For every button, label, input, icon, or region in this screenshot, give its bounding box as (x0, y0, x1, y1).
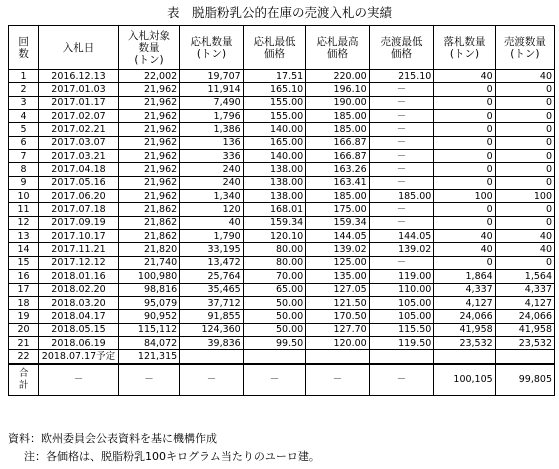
cell-sell-min: － (369, 110, 434, 123)
total-sold: 99,805 (495, 364, 554, 396)
cell-date: 2018.01.16 (39, 270, 119, 283)
cell-sell-min: 105.00 (369, 310, 434, 323)
cell-number: 17 (9, 283, 39, 296)
cell-target: 21,862 (118, 216, 179, 229)
cell-date: 2016.12.13 (39, 70, 119, 83)
cell-bid: 11,914 (180, 83, 244, 96)
cell-sell-min: 115.50 (369, 323, 434, 336)
col-header-sold-b: (トン) (510, 47, 540, 60)
cell-win: 0 (434, 83, 495, 96)
cell-number: 21 (9, 336, 39, 349)
cell-target: 21,740 (118, 256, 179, 269)
cell-sell-min: 144.05 (369, 230, 434, 243)
cell-target: 98,816 (118, 283, 179, 296)
cell-target: 84,072 (118, 336, 179, 349)
cell-bid: 35,465 (180, 283, 244, 296)
cell-target: 21,962 (118, 83, 179, 96)
cell-sold: 0 (495, 110, 554, 123)
cell-sell-min: － (369, 150, 434, 163)
cell-bid: 7,490 (180, 96, 244, 109)
cell-target: 121,315 (118, 350, 179, 364)
cell-win: 0 (434, 176, 495, 189)
table-row (9, 96, 555, 109)
col-header-bid-b: (トン) (196, 47, 227, 60)
cell-win: 0 (434, 110, 495, 123)
cell-sold: 4,127 (495, 296, 554, 309)
cell-win: 40 (434, 70, 495, 83)
cell-win: 0 (434, 150, 495, 163)
cell-bid: 13,472 (180, 256, 244, 269)
total-row (9, 364, 555, 396)
total-label-a: 合 (18, 367, 29, 379)
cell-bid: 124,360 (180, 323, 244, 336)
cell-max: 220.00 (306, 70, 370, 83)
cell-number: 13 (9, 230, 39, 243)
total-min: － (243, 364, 305, 396)
col-header-target-a: 入札対象 (128, 29, 171, 42)
cell-min: 65.00 (243, 283, 305, 296)
table-row (9, 336, 555, 349)
cell-sold: 0 (495, 176, 554, 189)
cell-target: 21,962 (118, 190, 179, 203)
cell-bid: 240 (180, 176, 244, 189)
cell-date: 2017.06.20 (39, 190, 119, 203)
cell-max: 166.87 (306, 150, 370, 163)
table-row (9, 123, 555, 136)
cell-date: 2018.06.19 (39, 336, 119, 349)
cell-date: 2018.07.17予定 (39, 350, 119, 364)
table-title: 表 脱脂粉乳公的在庫の売渡入札の実績 (166, 5, 392, 20)
cell-number: 1 (9, 70, 39, 83)
cell-number: 22 (9, 350, 39, 364)
cell-target: 90,952 (118, 310, 179, 323)
cell-min: 138.00 (243, 163, 305, 176)
col-header-sell-min (369, 26, 434, 70)
col-header-min (243, 26, 305, 70)
cell-bid: 1,790 (180, 230, 244, 243)
cell-sold: 1,564 (495, 270, 554, 283)
cell-target: 95,079 (118, 296, 179, 309)
col-header-win (434, 26, 495, 70)
cell-target: 21,962 (118, 176, 179, 189)
cell-max: 135.00 (306, 270, 370, 283)
col-header-bid-a: 応札数量 (190, 35, 233, 48)
cell-number: 3 (9, 96, 39, 109)
cell-max: 121.50 (306, 296, 370, 309)
cell-date: 2017.09.19 (39, 216, 119, 229)
cell-bid: 40 (180, 216, 244, 229)
cell-min: 50.00 (243, 323, 305, 336)
col-header-sell-b: 価格 (391, 47, 413, 60)
col-header-target (118, 26, 179, 70)
cell-sell-min: 119.00 (369, 270, 434, 283)
cell-number: 18 (9, 296, 39, 309)
col-header-min-a: 応札最低 (253, 35, 296, 48)
cell-max: 185.00 (306, 190, 370, 203)
col-header-number (9, 26, 39, 70)
cell-win: 0 (434, 163, 495, 176)
cell-target: 21,962 (118, 96, 179, 109)
cell-bid: 1,796 (180, 110, 244, 123)
cell-sell-min: 139.02 (369, 243, 434, 256)
cell-max: 185.00 (306, 110, 370, 123)
cell-min: 138.00 (243, 176, 305, 189)
cell-sold: 24,066 (495, 310, 554, 323)
cell-win: 40 (434, 243, 495, 256)
cell-bid: 1,386 (180, 123, 244, 136)
cell-max: 170.50 (306, 310, 370, 323)
cell-min: 140.00 (243, 150, 305, 163)
cell-bid: 336 (180, 150, 244, 163)
cell-win: 41,958 (434, 323, 495, 336)
col-header-sell-a: 売渡最低 (380, 35, 423, 48)
cell-max: 196.10 (306, 83, 370, 96)
table-row (9, 310, 555, 323)
table-row (9, 150, 555, 163)
cell-date: 2018.04.17 (39, 310, 119, 323)
cell-bid: 33,195 (180, 243, 244, 256)
cell-sold: 0 (495, 83, 554, 96)
cell-date: 2017.02.07 (39, 110, 119, 123)
cell-date: 2017.02.21 (39, 123, 119, 136)
cell-min: 140.00 (243, 123, 305, 136)
cell-date: 2017.03.07 (39, 136, 119, 149)
cell-win: 40 (434, 230, 495, 243)
cell-sold: 0 (495, 96, 554, 109)
cell-win: 0 (434, 136, 495, 149)
cell-number: 11 (9, 203, 39, 216)
table-row (9, 296, 555, 309)
cell-win: 0 (434, 123, 495, 136)
cell-sell-min: 185.00 (369, 190, 434, 203)
cell-min: 159.34 (243, 216, 305, 229)
table-row (9, 83, 555, 96)
cell-max: 159.34 (306, 216, 370, 229)
cell-win: 0 (434, 203, 495, 216)
cell-date: 2017.01.03 (39, 83, 119, 96)
cell-max: 190.00 (306, 96, 370, 109)
col-header-min-b: 価格 (263, 47, 285, 60)
cell-sell-min: 105.00 (369, 296, 434, 309)
cell-sell-min: － (369, 256, 434, 269)
price-note: 注：各価格は、脱脂粉乳100キログラム当たりのユーロ建。 (24, 450, 320, 463)
cell-number: 14 (9, 243, 39, 256)
cell-number: 20 (9, 323, 39, 336)
cell-sold: 0 (495, 136, 554, 149)
cell-bid: 240 (180, 163, 244, 176)
cell-number: 10 (9, 190, 39, 203)
cell-target: 21,962 (118, 110, 179, 123)
cell-sold: 0 (495, 216, 554, 229)
cell-bid: 37,712 (180, 296, 244, 309)
cell-min: 99.50 (243, 336, 305, 349)
cell-date: 2017.03.21 (39, 150, 119, 163)
cell-date: 2017.10.17 (39, 230, 119, 243)
total-bid: － (180, 364, 244, 396)
cell-sold: 23,532 (495, 336, 554, 349)
cell-target: 21,962 (118, 150, 179, 163)
table-row (9, 216, 555, 229)
cell-sold: 0 (495, 256, 554, 269)
cell-sell-min: － (369, 216, 434, 229)
cell-min: 50.00 (243, 296, 305, 309)
header-row (9, 26, 555, 70)
cell-target: 21,962 (118, 163, 179, 176)
total-label (9, 364, 39, 396)
cell-max: 185.00 (306, 123, 370, 136)
cell-number: 8 (9, 163, 39, 176)
cell-sold: 100 (495, 190, 554, 203)
cell-min: 155.00 (243, 96, 305, 109)
cell-sold: 40 (495, 243, 554, 256)
cell-max: 144.05 (306, 230, 370, 243)
col-header-max (306, 26, 370, 70)
cell-bid: 39,836 (180, 336, 244, 349)
cell-sold: 0 (495, 150, 554, 163)
cell-bid (180, 350, 244, 364)
cell-max: 163.41 (306, 176, 370, 189)
cell-date: 2018.05.15 (39, 323, 119, 336)
cell-sold: 40 (495, 70, 554, 83)
cell-target: 100,980 (118, 270, 179, 283)
cell-sold: 0 (495, 163, 554, 176)
cell-sell-min: 215.10 (369, 70, 434, 83)
cell-min: 17.51 (243, 70, 305, 83)
cell-number: 19 (9, 310, 39, 323)
cell-target: 21,962 (118, 123, 179, 136)
cell-target: 21,820 (118, 243, 179, 256)
table-row (9, 323, 555, 336)
cell-bid: 25,764 (180, 270, 244, 283)
col-header-win-b: (トン) (449, 47, 480, 60)
cell-min: 165.00 (243, 136, 305, 149)
table-row (9, 230, 555, 243)
cell-sell-min: － (369, 123, 434, 136)
total-date: － (39, 364, 119, 396)
cell-win: 1,864 (434, 270, 495, 283)
table-row (9, 110, 555, 123)
cell-max: 125.00 (306, 256, 370, 269)
cell-min: 138.00 (243, 190, 305, 203)
cell-date: 2017.01.17 (39, 96, 119, 109)
cell-sell-min: － (369, 136, 434, 149)
cell-min: 80.00 (243, 243, 305, 256)
cell-number: 9 (9, 176, 39, 189)
total-label-b: 計 (18, 379, 29, 391)
cell-max (306, 350, 370, 364)
cell-max: 127.05 (306, 283, 370, 296)
col-header-number-b: 数 (18, 47, 29, 60)
total-sell: － (369, 364, 434, 396)
cell-date: 2017.07.18 (39, 203, 119, 216)
auction-results-table (8, 25, 555, 396)
cell-max: 175.00 (306, 203, 370, 216)
cell-max: 127.70 (306, 323, 370, 336)
table-row (9, 190, 555, 203)
cell-number: 6 (9, 136, 39, 149)
cell-sold: 0 (495, 123, 554, 136)
total-max: － (306, 364, 370, 396)
cell-max: 139.02 (306, 243, 370, 256)
cell-win: 4,337 (434, 283, 495, 296)
cell-sold: 4,337 (495, 283, 554, 296)
cell-sold: 0 (495, 203, 554, 216)
table-body (9, 70, 555, 396)
col-header-sold-a: 売渡数量 (503, 35, 546, 48)
col-header-number-a: 回 (18, 35, 29, 48)
cell-sell-min: － (369, 96, 434, 109)
cell-win: 0 (434, 216, 495, 229)
cell-win: 0 (434, 96, 495, 109)
table-row (9, 350, 555, 364)
cell-win (434, 350, 495, 364)
cell-target: 21,862 (118, 203, 179, 216)
cell-number: 15 (9, 256, 39, 269)
total-win: 100,105 (434, 364, 495, 396)
cell-number: 4 (9, 110, 39, 123)
table-row (9, 70, 555, 83)
table-row (9, 283, 555, 296)
cell-win: 24,066 (434, 310, 495, 323)
cell-min: 80.00 (243, 256, 305, 269)
source-note: 資料：欧州委員会公表資料を基に機構作成 (8, 432, 217, 445)
cell-min: 50.00 (243, 310, 305, 323)
cell-sold: 40 (495, 230, 554, 243)
cell-win: 4,127 (434, 296, 495, 309)
cell-min: 70.00 (243, 270, 305, 283)
cell-bid: 19,707 (180, 70, 244, 83)
cell-sell-min: － (369, 163, 434, 176)
cell-date: 2017.04.18 (39, 163, 119, 176)
cell-target: 115,112 (118, 323, 179, 336)
cell-sold: 41,958 (495, 323, 554, 336)
cell-sell-min: 119.50 (369, 336, 434, 349)
table-row (9, 176, 555, 189)
cell-date: 2017.12.12 (39, 256, 119, 269)
cell-min: 165.10 (243, 83, 305, 96)
cell-bid: 136 (180, 136, 244, 149)
total-target: － (118, 364, 179, 396)
table-row (9, 136, 555, 149)
cell-sell-min: － (369, 83, 434, 96)
table-row (9, 203, 555, 216)
col-header-max-a: 応札最高 (316, 35, 359, 48)
cell-target: 21,862 (118, 230, 179, 243)
cell-date: 2017.11.21 (39, 243, 119, 256)
cell-sell-min (369, 350, 434, 364)
cell-max: 166.87 (306, 136, 370, 149)
cell-min: 155.00 (243, 110, 305, 123)
cell-number: 5 (9, 123, 39, 136)
cell-sell-min: － (369, 203, 434, 216)
cell-sell-min: － (369, 176, 434, 189)
cell-number: 2 (9, 83, 39, 96)
cell-bid: 1,340 (180, 190, 244, 203)
table-row (9, 256, 555, 269)
cell-number: 7 (9, 150, 39, 163)
table-row (9, 163, 555, 176)
cell-date: 2017.05.16 (39, 176, 119, 189)
cell-target: 22,002 (118, 70, 179, 83)
cell-number: 12 (9, 216, 39, 229)
cell-min: 168.01 (243, 203, 305, 216)
cell-bid: 91,855 (180, 310, 244, 323)
cell-date: 2018.03.20 (39, 296, 119, 309)
cell-max: 163.26 (306, 163, 370, 176)
col-header-bid (180, 26, 244, 70)
cell-max: 120.00 (306, 336, 370, 349)
cell-bid: 120 (180, 203, 244, 216)
cell-min (243, 350, 305, 364)
cell-number: 16 (9, 270, 39, 283)
cell-target: 21,962 (118, 136, 179, 149)
table-row (9, 270, 555, 283)
col-header-sold (495, 26, 554, 70)
cell-win: 100 (434, 190, 495, 203)
cell-min: 120.10 (243, 230, 305, 243)
col-header-max-b: 価格 (326, 47, 348, 60)
cell-sold (495, 350, 554, 364)
table-row (9, 243, 555, 256)
col-header-target-c: (トン) (134, 53, 164, 66)
cell-win: 0 (434, 256, 495, 269)
cell-win: 23,532 (434, 336, 495, 349)
col-header-win-a: 落札数量 (443, 35, 486, 48)
col-header-target-b: 数量 (138, 41, 160, 54)
cell-date: 2018.02.20 (39, 283, 119, 296)
col-header-date: 入札日 (39, 26, 119, 70)
cell-sell-min: 110.00 (369, 283, 434, 296)
